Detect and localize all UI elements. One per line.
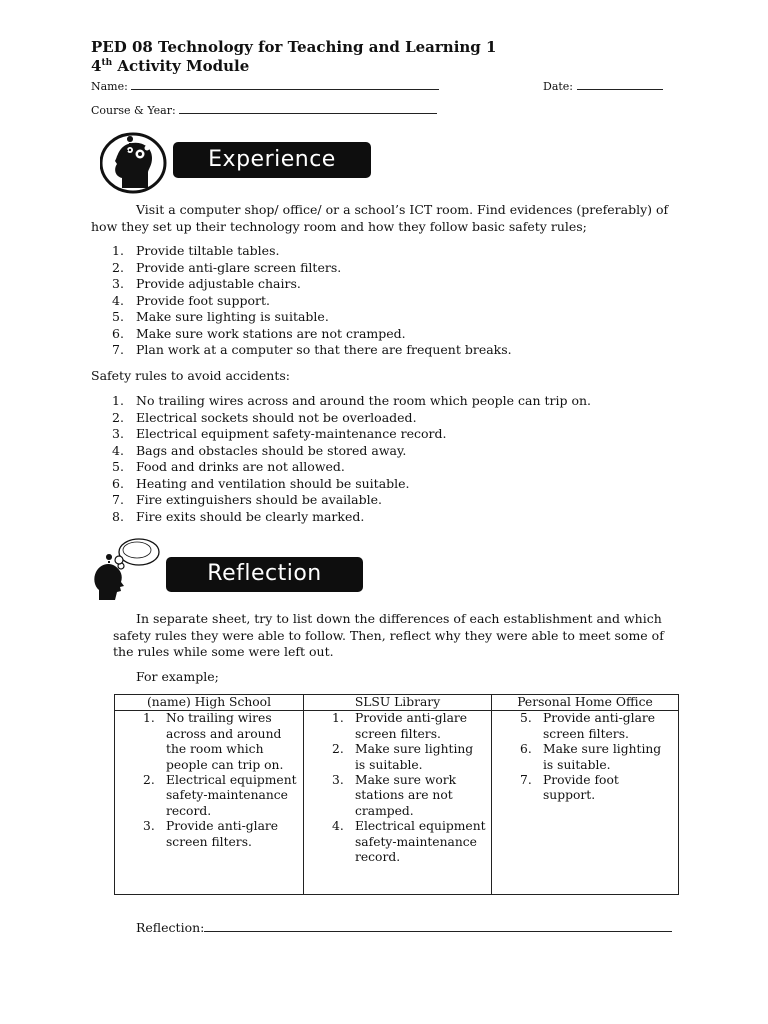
cell-item-text: Provide anti-glare screen filters. bbox=[355, 711, 468, 741]
cell-item-number: 3. bbox=[143, 819, 155, 834]
list-item-text: Provide tiltable tables. bbox=[136, 243, 280, 258]
list-item-text: Fire extinguishers should be available. bbox=[136, 492, 382, 507]
table-row bbox=[115, 711, 679, 895]
module-subtitle: 4th Activity Module bbox=[91, 57, 250, 75]
list-item-text: Provide anti-glare screen filters. bbox=[136, 259, 342, 275]
list-item-number: 1. bbox=[112, 393, 124, 408]
list-item bbox=[91, 509, 691, 526]
list-item-text: Food and drinks are not allowed. bbox=[136, 459, 345, 474]
list-item-text: Fire exits should be clearly marked. bbox=[136, 508, 365, 524]
cell-list bbox=[115, 711, 303, 850]
cell-list-item bbox=[115, 773, 299, 819]
experience-banner: Experience bbox=[173, 142, 371, 178]
cell-list-item bbox=[492, 742, 674, 773]
cell-list-item bbox=[492, 711, 674, 742]
list-item-text: Make sure work stations are not cramped. bbox=[136, 325, 406, 341]
list-item-text: No trailing wires across and around the room which people can trip on. bbox=[136, 393, 591, 408]
list-item-text: Electrical equipment safety-maintenance record. bbox=[136, 426, 447, 441]
list-item bbox=[91, 410, 691, 427]
experience-list bbox=[91, 243, 691, 359]
reflection-banner: Reflection bbox=[166, 557, 363, 592]
name-label: Name: bbox=[91, 80, 128, 93]
list-item bbox=[91, 443, 691, 460]
table-header-cell: Personal Home Office bbox=[492, 695, 679, 711]
cell-item-number: 6. bbox=[520, 742, 532, 757]
establishment-comparison-table bbox=[114, 694, 679, 895]
list-item-text: Electrical sockets should not be overloaded. bbox=[136, 409, 417, 425]
list-item-text: Heating and ventilation should be suitable. bbox=[136, 475, 410, 491]
cell-item-text: Make sure lighting is suitable. bbox=[355, 742, 474, 772]
list-item bbox=[91, 492, 691, 509]
list-item-number: 6. bbox=[112, 325, 124, 341]
cell-item-text: Make sure work stations are not cramped. bbox=[355, 773, 457, 818]
date-field[interactable] bbox=[543, 79, 663, 94]
experience-intro: Visit a computer shop/ office/ or a school’s ICT room. Find evidences (preferably) of how they set up their technology room and how they follow basic safety rules; bbox=[91, 202, 669, 234]
course-year-field[interactable] bbox=[91, 103, 437, 118]
date-blank[interactable] bbox=[577, 79, 663, 90]
list-item-number: 5. bbox=[112, 459, 124, 474]
table-cell bbox=[115, 711, 304, 895]
cell-item-text: No trailing wires across and around the room which people can trip on. bbox=[166, 711, 284, 772]
example-label: For example; bbox=[136, 669, 219, 684]
list-item bbox=[91, 276, 691, 293]
cell-list-item bbox=[304, 773, 487, 819]
cell-item-number: 2. bbox=[332, 742, 344, 757]
cell-item-number: 1. bbox=[143, 711, 155, 726]
reflection-intro: In separate sheet, try to list down the differences of each establishment and which safety rules they were able to follow. Then, reflect why they were able to meet some of the rules while some were left out. bbox=[113, 611, 664, 659]
list-item-number: 8. bbox=[112, 508, 124, 524]
reflection-field[interactable] bbox=[136, 920, 672, 937]
list-item-number: 3. bbox=[112, 426, 124, 441]
table-header-cell: SLSU Library bbox=[304, 695, 492, 711]
cell-item-text: Electrical equipment safety-maintenance record. bbox=[166, 773, 297, 818]
name-field[interactable] bbox=[91, 79, 439, 94]
cell-item-text: Electrical equipment safety-maintenance record. bbox=[355, 819, 486, 865]
list-item bbox=[91, 476, 691, 493]
reflection-blank[interactable] bbox=[204, 921, 672, 932]
table-header-row bbox=[115, 695, 679, 711]
list-item-number: 3. bbox=[112, 276, 124, 291]
list-item-text: Provide foot support. bbox=[136, 292, 270, 308]
table-cell bbox=[492, 711, 679, 895]
list-item bbox=[91, 309, 691, 326]
cell-list bbox=[492, 711, 678, 803]
cell-item-number: 1. bbox=[332, 711, 344, 726]
cell-item-number: 3. bbox=[332, 773, 344, 788]
cell-list-item bbox=[304, 742, 487, 773]
list-item bbox=[91, 293, 691, 310]
list-item bbox=[91, 260, 691, 277]
cell-item-text: Provide foot support. bbox=[543, 773, 619, 803]
cell-item-number: 4. bbox=[332, 819, 344, 834]
course-year-label: Course & Year: bbox=[91, 104, 176, 117]
list-item-text: Plan work at a computer so that there are frequent breaks. bbox=[136, 342, 512, 357]
cell-item-text: Provide anti-glare screen filters. bbox=[166, 819, 279, 849]
list-item-number: 2. bbox=[112, 409, 124, 425]
list-item bbox=[91, 342, 691, 359]
cell-item-number: 5. bbox=[520, 711, 532, 726]
name-blank[interactable] bbox=[131, 79, 439, 90]
table-cell bbox=[304, 711, 492, 895]
list-item bbox=[91, 426, 691, 443]
cell-item-text: Provide anti-glare screen filters. bbox=[543, 711, 656, 741]
list-item-text: Make sure lighting is suitable. bbox=[136, 309, 329, 324]
reflection-label: Reflection: bbox=[136, 920, 205, 935]
cell-list-item bbox=[304, 819, 487, 865]
cell-item-text: Make sure lighting is suitable. bbox=[543, 742, 662, 772]
course-title: PED 08 Technology for Teaching and Learning 1 bbox=[91, 38, 497, 56]
cell-list-item bbox=[115, 711, 299, 773]
head-gears-icon bbox=[100, 132, 168, 194]
list-item-text: Provide adjustable chairs. bbox=[136, 276, 301, 291]
list-item bbox=[91, 243, 691, 260]
cell-list-item bbox=[115, 819, 299, 850]
table-header-cell: (name) High School bbox=[115, 695, 304, 711]
list-item-number: 7. bbox=[112, 342, 124, 357]
cell-list bbox=[304, 711, 491, 865]
list-item-number: 7. bbox=[112, 492, 124, 507]
cell-list-item bbox=[304, 711, 487, 742]
list-item bbox=[91, 326, 691, 343]
list-item-number: 5. bbox=[112, 309, 124, 324]
cell-item-number: 2. bbox=[143, 773, 155, 788]
list-item-number: 2. bbox=[112, 259, 124, 275]
list-item-text: Bags and obstacles should be stored away. bbox=[136, 442, 407, 458]
module-title bbox=[91, 38, 496, 76]
list-item-number: 6. bbox=[112, 475, 124, 491]
safety-rules-list bbox=[91, 393, 691, 525]
list-item-number: 1. bbox=[112, 243, 124, 258]
cell-list-item bbox=[492, 773, 674, 804]
head-thought-bubble-icon bbox=[93, 536, 165, 602]
cell-item-number: 7. bbox=[520, 773, 532, 788]
list-item bbox=[91, 459, 691, 476]
safety-rules-heading: Safety rules to avoid accidents: bbox=[91, 368, 290, 383]
date-label: Date: bbox=[543, 80, 574, 93]
course-year-blank[interactable] bbox=[179, 103, 437, 114]
list-item-number: 4. bbox=[112, 292, 124, 308]
list-item bbox=[91, 393, 691, 410]
list-item-number: 4. bbox=[112, 442, 124, 458]
